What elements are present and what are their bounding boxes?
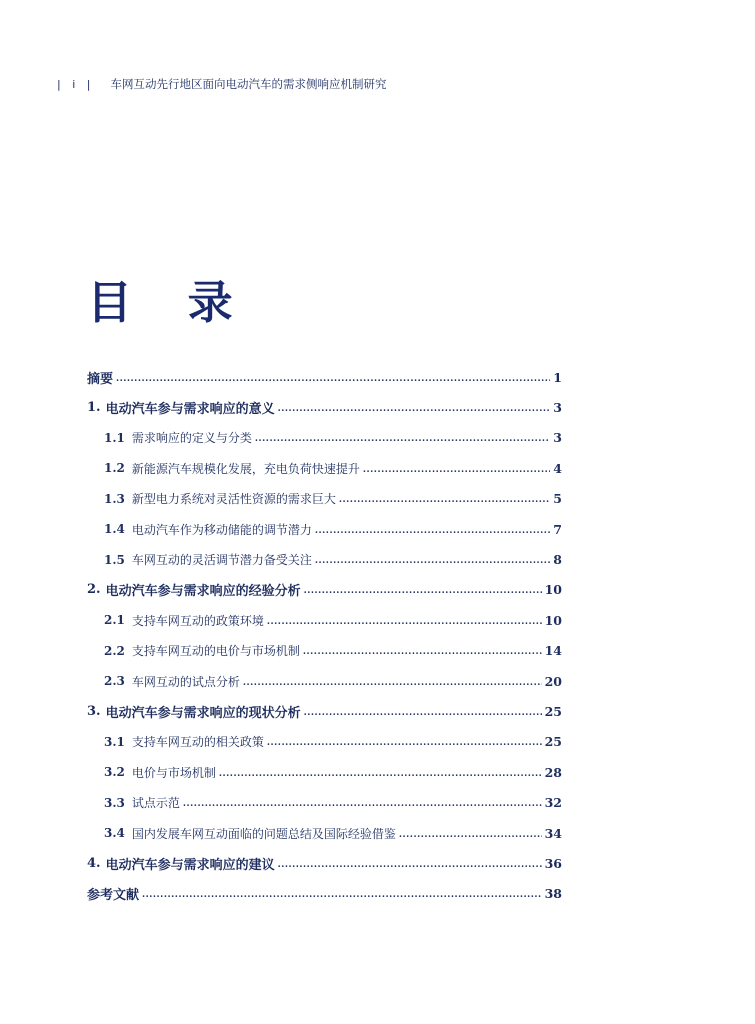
toc-entry-label: 需求响应的定义与分类: [131, 431, 252, 446]
toc-entry[interactable]: [87, 879, 562, 909]
toc-entry-label: 车网互动的灵活调节潜力备受关注: [131, 553, 312, 568]
toc-entry-page: 25: [544, 734, 562, 750]
toc-entry-number: 3.4: [104, 826, 125, 841]
toc-entry-label: 支持车网互动的政策环境: [131, 613, 264, 628]
toc-entry[interactable]: [87, 575, 562, 605]
toc-entry[interactable]: [87, 544, 562, 574]
toc-entry-number: 1.2: [104, 461, 125, 476]
toc-entry-label: 支持车网互动的相关政策: [131, 735, 264, 750]
toc-leader-dots: [304, 705, 542, 718]
toc-entry[interactable]: [87, 696, 562, 726]
toc-entry-number: 1.1: [104, 430, 125, 445]
toc-entry-page: 3: [553, 430, 562, 446]
toc-entry[interactable]: [87, 453, 562, 483]
toc-entry-number: 2.: [87, 582, 101, 598]
toc-entry-number: 3.3: [104, 795, 125, 810]
toc-leader-dots: [363, 462, 550, 475]
toc-leader-dots: [219, 766, 542, 779]
toc-entry-label: 电动汽车参与需求响应的经验分析: [105, 584, 301, 600]
page-title: 目 录: [87, 276, 253, 329]
toc-entry-number: 1.: [87, 400, 101, 416]
toc-entry-number: 4.: [87, 855, 101, 871]
toc-entry-label: 国内发展车网互动面临的问题总结及国际经验借鉴: [131, 826, 396, 841]
table-of-contents: [87, 362, 562, 909]
toc-entry-label: 电动汽车参与需求响应的意义: [105, 402, 275, 418]
toc-leader-dots: [304, 583, 542, 596]
toc-leader-dots: [315, 523, 550, 536]
toc-entry-page: 10: [544, 612, 562, 628]
toc-entry-number: 3.: [87, 703, 101, 719]
toc-entry-page: 5: [553, 491, 562, 507]
toc-entry-page: 20: [544, 673, 562, 689]
toc-entry-page: 25: [544, 703, 562, 719]
toc-leader-dots: [243, 675, 542, 688]
page-marker: | i |: [57, 77, 95, 91]
toc-entry-number: 1.3: [104, 491, 125, 506]
toc-entry[interactable]: [87, 848, 562, 878]
toc-entry-label: 电价与市场机制: [131, 765, 216, 780]
toc-leader-dots: [303, 644, 542, 657]
toc-leader-dots: [315, 553, 550, 566]
toc-entry-page: 10: [544, 582, 562, 598]
toc-entry-number: 2.3: [104, 674, 125, 689]
toc-entry[interactable]: [87, 787, 562, 817]
toc-entry-label: 摘要: [87, 371, 114, 387]
toc-entry-number: 2.1: [104, 613, 125, 628]
toc-entry-page: 36: [544, 855, 562, 871]
toc-entry[interactable]: [87, 423, 562, 453]
toc-entry-page: 1: [553, 369, 562, 385]
toc-entry-label: 试点示范: [131, 796, 180, 811]
toc-entry[interactable]: [87, 818, 562, 848]
toc-entry-label: 电动汽车参与需求响应的建议: [105, 857, 275, 873]
toc-entry[interactable]: [87, 636, 562, 666]
toc-entry-page: 3: [553, 400, 562, 416]
toc-entry-label: 车网互动的试点分析: [131, 674, 240, 689]
toc-entry-page: 32: [544, 795, 562, 811]
toc-entry-page: 4: [553, 460, 562, 476]
running-title: 车网互动先行地区面向电动汽车的需求侧响应机制研究: [110, 77, 387, 91]
toc-entry-page: 7: [553, 521, 562, 537]
toc-leader-dots: [142, 887, 542, 900]
toc-entry[interactable]: [87, 514, 562, 544]
toc-leader-dots: [278, 401, 551, 414]
toc-entry-number: 2.2: [104, 643, 125, 658]
toc-entry-number: 3.1: [104, 734, 125, 749]
toc-entry-label: 电动汽车作为移动储能的调节潜力: [131, 522, 312, 537]
running-header: [57, 76, 386, 92]
toc-entry[interactable]: [87, 605, 562, 635]
toc-entry-label: 电动汽车参与需求响应的现状分析: [105, 705, 301, 721]
toc-entry[interactable]: [87, 727, 562, 757]
toc-leader-dots: [183, 796, 542, 809]
toc-entry-page: 8: [553, 552, 562, 568]
toc-entry-number: 3.2: [104, 765, 125, 780]
toc-entry-page: 28: [544, 764, 562, 780]
toc-entry[interactable]: [87, 666, 562, 696]
toc-leader-dots: [267, 614, 542, 627]
toc-entry-number: 1.5: [104, 552, 125, 567]
toc-entry[interactable]: [87, 362, 562, 392]
toc-entry-page: 38: [544, 886, 562, 902]
toc-leader-dots: [116, 371, 550, 384]
toc-entry-page: 34: [544, 825, 562, 841]
toc-entry-label: 新型电力系统对灵活性资源的需求巨大: [131, 492, 336, 507]
toc-leader-dots: [339, 492, 550, 505]
toc-entry-number: 1.4: [104, 522, 125, 537]
toc-leader-dots: [255, 431, 550, 444]
toc-entry-label: 参考文献: [87, 888, 140, 904]
toc-entry-page: 14: [544, 643, 562, 659]
toc-leader-dots: [278, 857, 542, 870]
toc-entry[interactable]: [87, 484, 562, 514]
toc-entry[interactable]: [87, 757, 562, 787]
toc-entry-label: 支持车网互动的电价与市场机制: [131, 644, 300, 659]
toc-entry-label: 新能源汽车规模化发展，充电负荷快速提升: [131, 461, 360, 476]
toc-leader-dots: [267, 735, 542, 748]
toc-leader-dots: [399, 827, 542, 840]
toc-entry[interactable]: [87, 392, 562, 422]
